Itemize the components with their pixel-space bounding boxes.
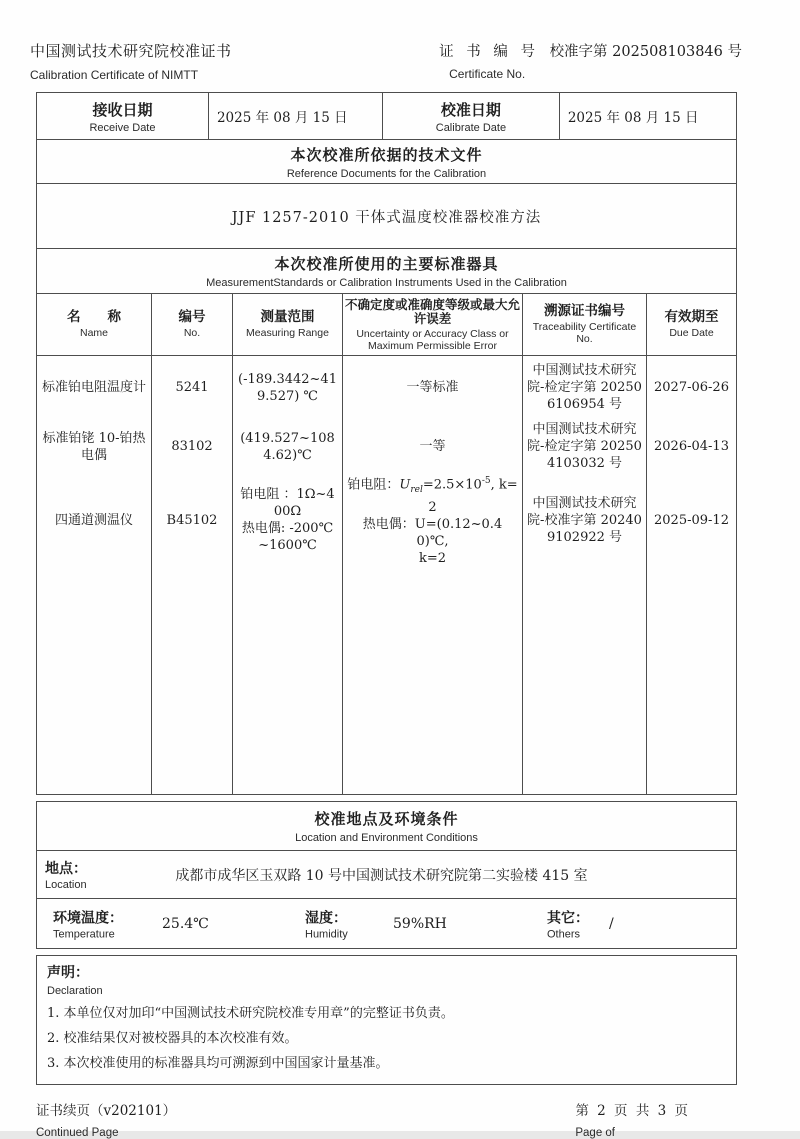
calibrate-date-label-cn: 校准日期 [440,100,501,119]
main-box [36,92,737,795]
standards-section-title [37,249,736,294]
page-footer [36,1099,742,1139]
page-header [0,0,800,82]
environment-row [37,898,736,948]
certificate-number-label-cn: 证 书 编 号 [439,44,539,60]
footer-right [575,1099,690,1139]
col-header-range: 测量范围 Measuring Range [233,294,343,355]
filler-cell [152,566,233,794]
filler-cell [523,566,647,794]
receive-date-label-en: Receive Date [89,121,156,134]
calibrate-date-label-en: Calibrate Date [435,121,507,134]
filler-cell [233,566,343,794]
date-table [37,92,736,140]
declaration-box [36,955,737,1085]
row1-traceability: 中国测试技术研究院-检定字第 202506106954 号 [523,356,647,419]
row2-traceability: 中国测试技术研究院-检定字第 202504103032 号 [523,419,647,474]
certificate-number-label-en: Certificate No. [449,67,526,81]
reference-title-en: Reference Documents for the Calibration [286,167,487,180]
humidity-label-block [305,907,348,940]
row3-range [233,474,343,566]
calibrate-date-value: 2025 年 08 月 15 日 [567,110,699,126]
row3-due: 2025-09-12 [654,512,729,528]
location-label-cn: 地点： [45,861,87,877]
filler-cell [647,566,736,794]
declaration-item-1: 1. 本单位仅对加印“中国测试技术研究院校准专用章”的完整证书负责。 [47,1006,454,1021]
row3-range-line2: 热电偶: -200℃~1600℃ [241,521,334,553]
institute-title-block [30,40,232,82]
declaration-item-3: 3. 本次校准使用的标准器具均可溯源到中国国家计量基准。 [47,1056,389,1071]
receive-date-label-cn: 接收日期 [92,100,153,119]
institute-title-cn: 中国测试技术研究院校准证书 [30,42,232,60]
institute-title-en: Calibration Certificate of NIMTT [30,68,199,82]
row3-no: B45102 [152,474,233,566]
humidity-label-en: Humidity [305,928,348,940]
standards-table-header [37,294,736,356]
others-value: / [609,915,614,932]
certificate-body [36,92,737,1085]
standards-title-en: MeasurementStandards or Calibration Instruments Used in the Calibration [206,277,567,289]
continued-page-cn: 证书续页（v202101） [36,1103,177,1119]
location-label-block [37,858,87,891]
location-title-cn: 校准地点及环境条件 [314,810,459,828]
standards-title-cn: 本次校准所使用的主要标准器具 [274,255,499,273]
col-header-no: 编号 No. [152,294,233,355]
col-header-uncertainty: 不确定度或准确度等级或最大允许误差 Uncertainty or Accuracy Class or Maximum Permissible Error [343,294,523,355]
location-title-en: Location and Environment Conditions [295,832,478,844]
row2-name: 标准铂铑 10-铂热电偶 [37,419,152,474]
row3-uncertainty-line3: k=2 [418,550,447,566]
row3-traceability: 中国测试技术研究院-校准字第 202409102922 号 [523,474,647,566]
filler-cell [343,566,523,794]
humidity-label-cn: 湿度： [305,910,347,926]
others-label-block [547,907,589,940]
location-row [37,850,736,898]
temperature-value: 25.4℃ [162,915,209,932]
receive-date-label-cell [37,93,209,139]
certificate-number-value: 校准字第 202508103846 号 [549,44,742,60]
calibrate-date-label-cell [383,93,560,139]
continued-page-en: Continued Page [36,1127,119,1139]
certificate-number-line [439,40,742,61]
location-section-title [37,802,736,850]
temperature-label-block [45,907,123,940]
row2-no: 83102 [152,419,233,474]
row1-due: 2027-06-26 [654,380,729,395]
col-header-traceability: 溯源证书编号 Traceability Certificate No. [523,294,647,355]
page-number-en: Page of [575,1127,616,1139]
row3-name: 四通道测温仪 [37,474,152,566]
temperature-label-cn: 环境温度： [53,910,123,926]
row2-due: 2026-04-13 [654,439,729,454]
others-label-cn: 其它： [547,910,589,926]
row1-uncertainty: 一等标准 [343,356,523,419]
declaration-title-en: Declaration [47,985,103,997]
location-environment-box [36,801,737,949]
col-header-due: 有效期至 Due Date [664,309,719,339]
others-label-en: Others [547,928,581,940]
row3-range-line1: 铂电阻 ：1Ω~400Ω [240,487,335,519]
certificate-number-block [439,40,742,82]
col-header-name: 名 称 Name [37,294,152,355]
row3-uncertainty-line1: 铂电阻：$U_{rel}=2.5\times 10^{-5}$, k=2 [347,476,518,515]
row1-no: 5241 [152,356,233,419]
location-label-en: Location [45,879,87,891]
reference-section-title [37,140,736,184]
location-value: 成都市成华区玉双路 10 号中国测试技术研究院第二实验楼 415 室 [175,867,588,884]
declaration-title-cn: 声明： [47,965,89,981]
filler-cell [37,566,152,794]
reference-document: JJF 1257-2010 干体式温度校准器校准方法 [37,184,736,249]
row1-name: 标准铂电阻温度计 [37,356,152,419]
reference-title-cn: 本次校准所依据的技术文件 [290,145,483,164]
humidity-value: 59%RH [393,915,447,932]
declaration-item-2: 2. 校准结果仅对被校器具的本次校准有效。 [47,1031,298,1046]
row3-uncertainty [343,474,523,566]
row3-uncertainty-line2: 热电偶：U=(0.12~0.40)℃, [362,516,503,549]
row2-uncertainty: 一等 [343,419,523,474]
footer-left [36,1099,176,1139]
temperature-label-en: Temperature [53,928,115,940]
row1-range: (-189.3442~419.527) ℃ [233,356,343,419]
standards-table-body [37,356,736,794]
row2-range: (419.527~1084.62)℃ [233,419,343,474]
page-number-cn: 第 2 页 共 3 页 [575,1103,690,1119]
receive-date-value: 2025 年 08 月 15 日 [209,93,383,139]
